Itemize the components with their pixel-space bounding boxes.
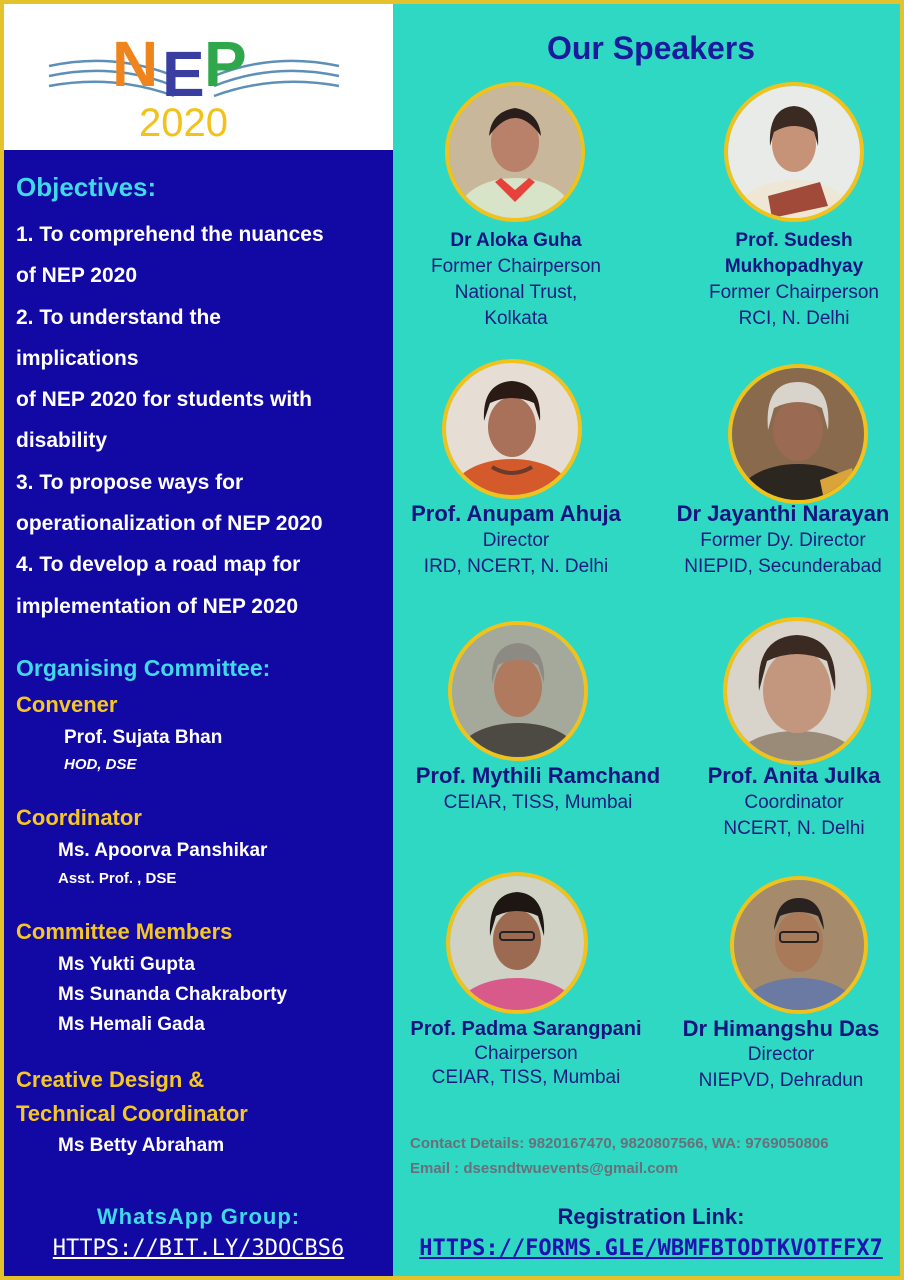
convener-heading: Convener <box>16 692 118 717</box>
speaker-detail: National Trust, <box>454 282 578 303</box>
speaker-photo <box>446 872 588 1014</box>
logo-year: 2020 <box>139 101 228 144</box>
coordinator-name: Ms. Apoorva Panshikar <box>58 840 268 861</box>
speakers-title: Our Speakers <box>546 30 756 66</box>
registration-label: Registration Link: <box>557 1204 745 1229</box>
speaker-detail: Director <box>482 530 550 551</box>
creative-heading-line1: Creative Design & <box>16 1067 205 1092</box>
coordinator-heading: Coordinator <box>16 805 142 830</box>
contact-phones: Contact Details: 9820167470, 9820807566, WA: 9769050806 <box>410 1135 829 1152</box>
left-panel <box>4 4 393 1276</box>
speaker-name: Prof. Anita Julka <box>707 763 881 788</box>
speaker-detail: Former Chairperson <box>431 256 601 277</box>
convener-role: HOD, DSE <box>64 756 137 773</box>
speaker-detail: Director <box>747 1044 815 1065</box>
speaker-name: Prof. Anupam Ahuja <box>411 501 621 526</box>
speaker-name: Dr Himangshu Das <box>682 1016 880 1041</box>
logo-letter-e: E <box>162 38 205 110</box>
speaker-card <box>658 500 904 580</box>
speaker-detail: CEIAR, TISS, Mumbai <box>443 792 633 813</box>
creative-heading-line2: Technical Coordinator <box>16 1101 248 1126</box>
nep-2020-logo <box>44 14 344 144</box>
portrait-icon <box>728 86 860 218</box>
speaker-photo <box>448 621 588 761</box>
committee-member: Ms Hemali Gada <box>58 1014 205 1035</box>
speaker-detail: Chairperson <box>474 1043 578 1064</box>
objective-line: implications <box>16 346 139 370</box>
speaker-detail: Former Dy. Director <box>700 530 866 551</box>
creative-coordinator-name: Ms Betty Abraham <box>58 1135 225 1156</box>
speaker-detail: CEIAR, TISS, Mumbai <box>431 1067 621 1088</box>
speaker-photo <box>723 617 871 765</box>
objectives-title: Objectives: <box>16 172 157 202</box>
contact-email[interactable]: Email : dsesndtwuevents@gmail.com <box>410 1160 679 1177</box>
speaker-card <box>684 762 904 842</box>
speaker-detail: NIEPVD, Dehradun <box>698 1070 864 1091</box>
objective-line: of NEP 2020 <box>16 264 138 288</box>
committee-member: Ms Sunanda Chakraborty <box>58 984 288 1005</box>
portrait-icon <box>449 86 581 218</box>
speaker-card <box>684 228 904 332</box>
logo-letter-p: P <box>204 28 247 100</box>
convener-name: Prof. Sujata Bhan <box>64 727 223 748</box>
speaker-detail: NIEPID, Secunderabad <box>684 556 882 577</box>
portrait-icon <box>452 625 584 757</box>
objective-line: implementation of NEP 2020 <box>16 594 299 618</box>
objective-line: 3. To propose ways for <box>16 470 244 494</box>
portrait-icon <box>732 368 864 500</box>
members-heading: Committee Members <box>16 919 233 944</box>
speaker-name: Prof. Sudesh <box>735 230 853 251</box>
whatsapp-link[interactable]: HTTPS://BIT.LY/3DOCBS6 <box>52 1236 345 1261</box>
speaker-photo <box>724 82 864 222</box>
coordinator-role: Asst. Prof. , DSE <box>58 870 177 887</box>
speaker-card <box>404 228 628 332</box>
speaker-detail: RCI, N. Delhi <box>738 308 850 329</box>
portrait-icon <box>450 876 584 1010</box>
speaker-photo <box>442 359 582 499</box>
objective-line: disability <box>16 429 108 453</box>
whatsapp-label: WhatsApp Group: <box>96 1204 301 1229</box>
speaker-name: Dr Aloka Guha <box>450 230 582 251</box>
speaker-detail: IRD, NCERT, N. Delhi <box>423 556 609 577</box>
objectives-list <box>16 214 388 627</box>
speaker-card <box>398 1016 654 1090</box>
speaker-name: Prof. Mythili Ramchand <box>415 763 661 788</box>
speaker-card <box>668 1016 894 1094</box>
registration-link[interactable]: HTTPS://FORMS.GLE/WBMFBTODTKVOTFFX7 <box>419 1236 883 1261</box>
speaker-detail: Coordinator <box>744 792 844 813</box>
objective-line: 2. To understand the <box>16 305 221 329</box>
speaker-detail: NCERT, N. Delhi <box>723 818 865 839</box>
speaker-name-line2: Mukhopadhyay <box>724 256 864 277</box>
speaker-detail: Kolkata <box>484 308 548 329</box>
speaker-card <box>398 500 634 580</box>
objective-line: of NEP 2020 for students with <box>16 388 312 412</box>
nep-logo-box <box>4 4 393 150</box>
objective-line: operationalization of NEP 2020 <box>16 512 323 536</box>
speaker-photo <box>730 876 868 1014</box>
portrait-icon <box>446 363 578 495</box>
committee-title: Organising Committee: <box>16 655 271 681</box>
objective-line: 1. To comprehend the nuances <box>16 223 324 246</box>
speaker-detail: Former Chairperson <box>709 282 879 303</box>
speaker-name: Prof. Padma Sarangpani <box>410 1018 642 1040</box>
speaker-name: Dr Jayanthi Narayan <box>676 501 890 526</box>
portrait-icon <box>734 880 864 1010</box>
speaker-photo <box>445 82 585 222</box>
speaker-card <box>398 762 678 816</box>
speaker-photo <box>728 364 868 504</box>
portrait-icon <box>727 621 867 761</box>
objective-line: 4. To develop a road map for <box>16 553 301 577</box>
logo-letter-n: N <box>112 28 159 100</box>
committee-member: Ms Yukti Gupta <box>58 954 195 975</box>
